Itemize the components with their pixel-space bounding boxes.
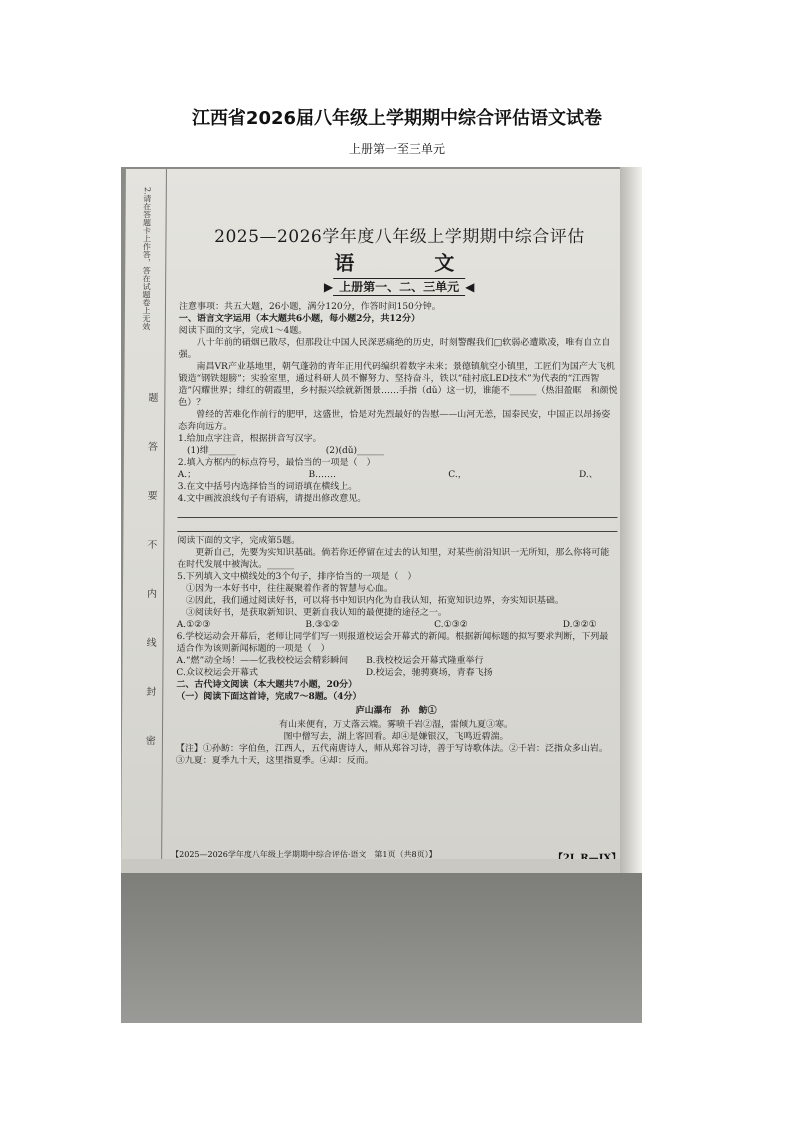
text-line: ③阅读好书，是获取新知识、更新自我认知的最便捷的途径之一。 (176, 608, 447, 618)
text-line: 二、古代诗文阅读（本大题共7小题，20分） (176, 680, 358, 690)
question-5-block (177, 535, 618, 619)
option: C.①③② (434, 620, 468, 630)
binding-marks (146, 389, 160, 747)
answer-line (177, 521, 617, 532)
poem-line: 有山来便有，万丈落云端。雾喷千岩②湿，雷倾九夏③寒。 (279, 720, 514, 730)
binding-mark: 题 (148, 393, 159, 404)
table-surface (121, 873, 642, 1023)
binding-mark: 要 (147, 491, 158, 502)
q2-options (178, 469, 618, 481)
binding-mark: 内 (146, 589, 158, 600)
document-title: 江西省2026届八年级上学期期中综合评估语文试卷 (191, 108, 603, 129)
poem-note: 【注】①孙鲂：字伯鱼，江西人，五代南唐诗人，师从郑谷习诗，善于写诗歌体法。②千岩：泛指众多山岩。③九夏：夏季九十天，这里指夏季。④却：反而。 (175, 744, 608, 766)
question-6-block (176, 631, 617, 703)
q5-options (177, 619, 617, 631)
page-edge (620, 167, 642, 927)
option: A.； (177, 470, 197, 480)
text-line: 6.学校运动会开幕后，老师让同学们写一则报道校运会开幕式的新闻。根据新闻标题的拟写要求判断，下列最适合作为该则新闻标题的一项是（ ） (176, 632, 609, 654)
section-one (178, 301, 619, 469)
exam-header: 2025—2026学年度八年级上学期期中综合评估 (214, 227, 585, 247)
footer-info: 【2025—2026学年度八年级上学期期中综合评估·语文 第1页（共8页）】 (171, 850, 437, 859)
text-line: 阅读下面的文字，完成1～4题。 (178, 326, 308, 336)
text-line: ①因为一本好书中，往往凝聚着作者的智慧与心血。 (176, 584, 394, 594)
poem-body (176, 719, 616, 743)
binding-mark: 答 (147, 442, 159, 453)
binding-mark: 密 (145, 736, 156, 747)
option: B.…… (308, 470, 337, 480)
exam-subject: 语 文 (334, 251, 485, 275)
exam-photo (121, 167, 642, 1023)
binding-instruction: 2.请在答题卡上作答，答在试题卷上无效 (141, 187, 152, 331)
text-line: 阅读下面的文字，完成第5题。 (177, 536, 301, 546)
text-line: (1)绯______ (2)(dǔ)______ (177, 446, 385, 456)
answer-line (178, 507, 618, 518)
option: C.， (448, 470, 467, 480)
text-line: 更新自己，先要为实知识基础。倘若你还停留在过去的认知里，对某些前沿知识一无所知，那么你将可能在时代发展中被淘汰。______ (177, 548, 610, 570)
option: A.①②③ (176, 620, 211, 630)
text-line: ②因此，我们通过阅读好书，可以将书中知识内化为自我认知，拓宽知识边界，夯实知识基础。 (176, 596, 564, 606)
exam-content (176, 227, 620, 767)
binding-margin (121, 169, 167, 859)
binding-mark: 线 (146, 638, 157, 649)
exam-unit: ▶ 上册第一、二、三单元 ◀ (323, 280, 475, 294)
poem-line: 图中僧写去，湖上客回看。却④是嫌银汉，飞鸣近碧湍。 (283, 732, 509, 742)
unit-label: 上册第一、二、三单元 (333, 278, 465, 296)
option: D.③②① (562, 620, 597, 630)
text-line: 曾经的苦难化作前行的肥甲，这盛世，恰是对先烈最好的告慰——山河无恙，国泰民安，中国正以昂扬姿态奔向远方。 (178, 410, 611, 432)
option: D.、 (579, 470, 598, 480)
binding-mark: 不 (147, 540, 158, 551)
text-line: A.“燃”动全场！——忆我校校运会精彩瞬间 B.我校校运会开幕式隆重举行 (176, 656, 484, 666)
option: B.③①② (305, 620, 340, 630)
text-line: 3.在文中括号内选择恰当的词语填在横线上。 (177, 482, 358, 492)
text-line: 一、语言文字运用（本大题共6小题，每小题2分，共12分） (178, 314, 420, 324)
text-line: C.众议校运会开幕式 D.校运会，驰骋赛场，青春飞扬 (176, 668, 493, 678)
poem-title: 庐山瀑布 孙 鲂① (355, 706, 437, 716)
text-line: 1.给加点字注音，根据拼音写汉字。 (178, 434, 322, 444)
text-line: 八十年前的硝烟已散尽，但那段让中国人民深恶痛绝的历史，时刻警醒我们□软弱必遭欺凌，唯有自立自强。 (178, 338, 611, 360)
text-line: 2.填入方框内的标点符号，最恰当的一项是（ ） (177, 458, 376, 468)
text-line: 注意事项：共五大题，26小题，满分120分，作答时间150分钟。 (178, 302, 441, 312)
text-line: （一）阅读下面这首诗，完成7～8题。（4分） (176, 692, 362, 702)
binding-mark: 封 (146, 687, 157, 698)
document-subtitle: 上册第一至三单元 (348, 142, 445, 156)
text-line: 5.下列填入文中横线处的3个句子，排序恰当的一项是（ ） (177, 572, 417, 582)
text-line: 南昌VR产业基地里，朝气蓬勃的青年正用代码编织着数字未来；景德镇航空小镇里，工匠们为国产大飞机锻造“钢铁翅膀”；实验室里，通过科研人员不懈努力、坚持奋斗，铁以“硅衬底LED技术”为代表的“江西智造”闪耀世界；绯红的朝霞里，乡村振兴绘就新图景……手指（dǔ）这一切，谁能不______（热泪盈眶 和颜悦色）？ (178, 362, 618, 408)
questions-3-4 (178, 481, 618, 505)
text-line: 4.文中画波浪线句子有语病，请提出修改意见。 (177, 494, 367, 504)
